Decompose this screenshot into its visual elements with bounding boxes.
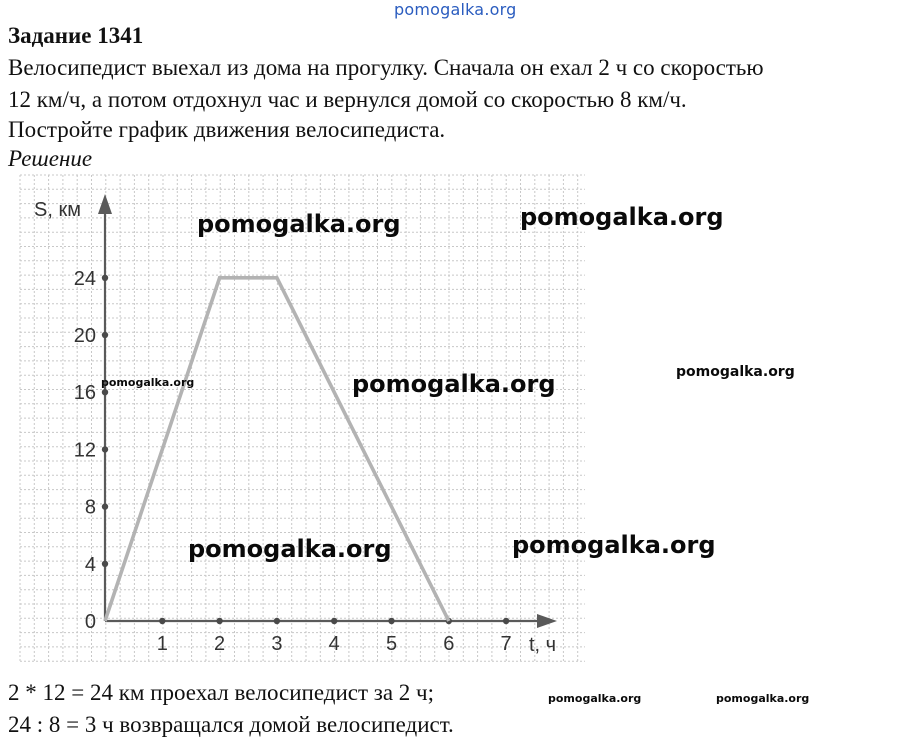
- watermark: pomogalka.org: [101, 376, 195, 389]
- watermark: pomogalka.org: [548, 692, 642, 705]
- watermark: pomogalka.org: [512, 531, 716, 559]
- x-tick-mark: [216, 618, 222, 624]
- answer-line: 2 * 12 = 24 км проехал велосипедист за 2 ч;: [8, 680, 435, 705]
- y-tick-label: 8: [84, 496, 96, 519]
- x-tick-label: 7: [500, 633, 512, 655]
- y-tick-mark: [102, 446, 108, 452]
- x-tick-label: 5: [385, 633, 398, 655]
- watermark: pomogalka.org: [520, 203, 724, 231]
- y-tick-mark: [102, 503, 108, 509]
- x-tick-mark: [388, 618, 394, 624]
- distance-line: [105, 278, 449, 621]
- solution-label: Решение: [8, 146, 93, 171]
- y-tick-label: 16: [73, 382, 96, 405]
- x-tick-mark: [159, 618, 165, 624]
- y-tick-label: 20: [73, 325, 96, 347]
- problem-text-line: 12 км/ч, а потом отдохнул час и вернулся домой со скоростью 8 км/ч.: [8, 87, 687, 112]
- x-tick-mark: [331, 618, 337, 624]
- y-tick-label: 0: [84, 611, 96, 633]
- y-tick-mark: [102, 332, 108, 338]
- x-axis-label: t, ч: [529, 634, 557, 656]
- top-watermark: pomogalka.org: [394, 0, 517, 19]
- y-tick-label: 4: [84, 553, 96, 576]
- problem-text-line: Велосипедист выехал из дома на прогулку. Сначала он ехал 2 ч со скоростью: [8, 55, 764, 80]
- watermark: pomogalka.org: [352, 370, 556, 398]
- problem-text-line: Постройте график движения велосипедиста.: [8, 117, 446, 142]
- x-tick-label: 1: [156, 633, 168, 655]
- watermark: pomogalka.org: [676, 364, 795, 380]
- y-tick-mark: [102, 561, 108, 567]
- watermark: pomogalka.org: [188, 535, 392, 563]
- answer-line: 24 : 8 = 3 ч возвращался домой велосипедист.: [8, 712, 454, 737]
- y-tick-label: 24: [73, 267, 96, 290]
- x-axis-arrow: [537, 614, 557, 628]
- chart-series: [105, 278, 449, 621]
- x-tick-label: 6: [443, 633, 455, 655]
- y-tick-mark: [102, 389, 108, 395]
- x-tick-label: 4: [328, 633, 340, 655]
- y-tick-label: 12: [73, 439, 96, 462]
- y-tick-mark: [102, 275, 108, 281]
- watermark: pomogalka.org: [716, 692, 810, 705]
- task-title: Задание 1341: [8, 23, 144, 48]
- y-axis-label: S, км: [34, 199, 81, 221]
- x-tick-mark: [274, 618, 280, 624]
- watermark: pomogalka.org: [197, 210, 401, 238]
- x-tick-label: 3: [271, 633, 283, 655]
- x-tick-mark: [503, 618, 509, 624]
- x-tick-label: 2: [214, 633, 226, 655]
